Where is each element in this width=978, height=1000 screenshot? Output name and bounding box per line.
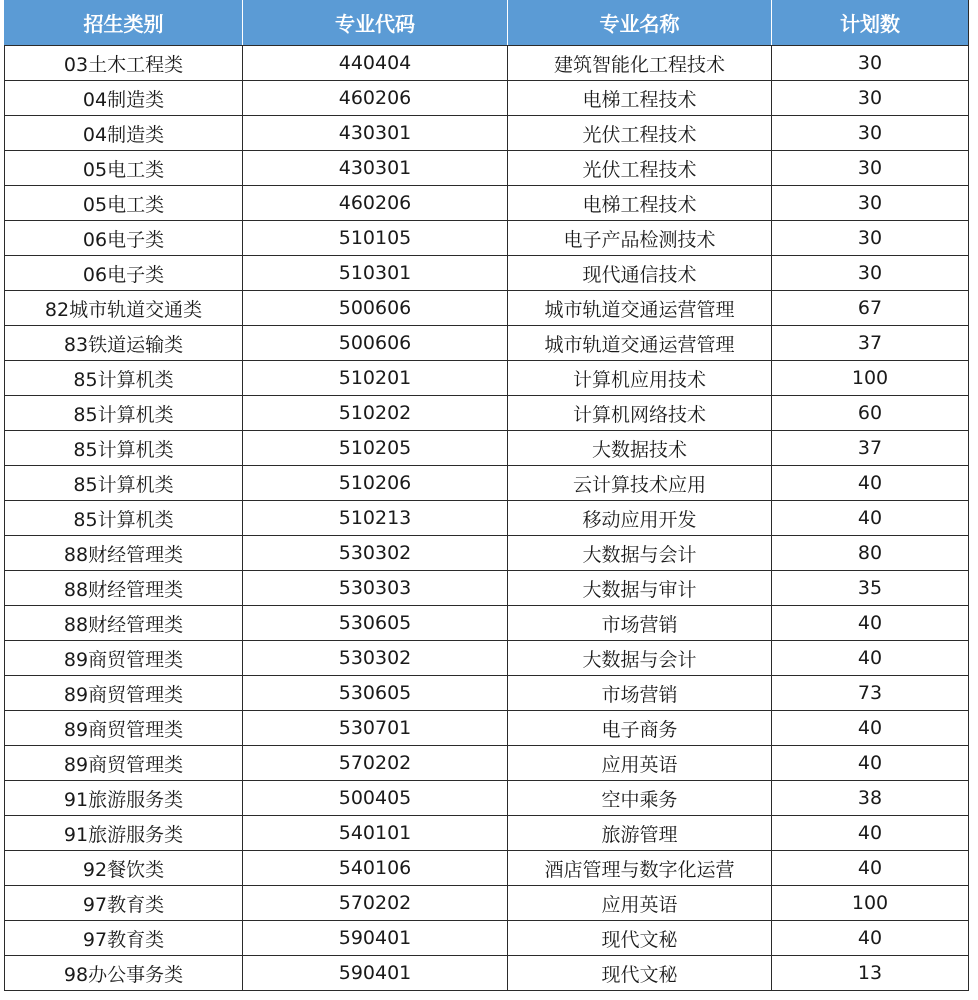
cell-category: 92餐饮类 xyxy=(5,851,243,886)
cell-plan: 35 xyxy=(772,571,969,606)
cell-category: 82城市轨道交通类 xyxy=(5,291,243,326)
header-row xyxy=(5,0,969,46)
cell-plan: 40 xyxy=(772,711,969,746)
cell-plan: 60 xyxy=(772,396,969,431)
cell-code: 430301 xyxy=(243,116,508,151)
cell-plan: 67 xyxy=(772,291,969,326)
cell-name: 光伏工程技术 xyxy=(508,116,772,151)
cell-code: 530302 xyxy=(243,641,508,676)
header-name: 专业名称 xyxy=(508,0,772,46)
table-header xyxy=(5,0,969,46)
cell-category: 83铁道运输类 xyxy=(5,326,243,361)
table-row xyxy=(5,116,969,151)
table-row xyxy=(5,431,969,466)
cell-name: 应用英语 xyxy=(508,886,772,921)
cell-code: 500606 xyxy=(243,291,508,326)
cell-name: 电梯工程技术 xyxy=(508,81,772,116)
cell-code: 590401 xyxy=(243,956,508,991)
cell-plan: 100 xyxy=(772,886,969,921)
cell-code: 570202 xyxy=(243,746,508,781)
cell-category: 06电子类 xyxy=(5,256,243,291)
cell-category: 88财经管理类 xyxy=(5,536,243,571)
cell-category: 97教育类 xyxy=(5,886,243,921)
table-row xyxy=(5,641,969,676)
cell-category: 04制造类 xyxy=(5,116,243,151)
table-row xyxy=(5,711,969,746)
table-row xyxy=(5,816,969,851)
cell-plan: 37 xyxy=(772,326,969,361)
table-row xyxy=(5,396,969,431)
cell-category: 88财经管理类 xyxy=(5,571,243,606)
cell-plan: 30 xyxy=(772,186,969,221)
table-row xyxy=(5,536,969,571)
table-row xyxy=(5,606,969,641)
cell-plan: 80 xyxy=(772,536,969,571)
cell-plan: 40 xyxy=(772,606,969,641)
cell-plan: 13 xyxy=(772,956,969,991)
cell-category: 89商贸管理类 xyxy=(5,746,243,781)
cell-code: 590401 xyxy=(243,921,508,956)
table-row xyxy=(5,851,969,886)
table-row xyxy=(5,571,969,606)
table-row xyxy=(5,781,969,816)
cell-name: 计算机网络技术 xyxy=(508,396,772,431)
cell-plan: 40 xyxy=(772,466,969,501)
cell-category: 89商贸管理类 xyxy=(5,676,243,711)
cell-plan: 37 xyxy=(772,431,969,466)
enrollment-plan-table xyxy=(4,0,969,991)
header-category: 招生类别 xyxy=(5,0,243,46)
cell-code: 510105 xyxy=(243,221,508,256)
cell-category: 04制造类 xyxy=(5,81,243,116)
cell-category: 91旅游服务类 xyxy=(5,816,243,851)
cell-plan: 30 xyxy=(772,256,969,291)
table-row xyxy=(5,921,969,956)
cell-code: 510201 xyxy=(243,361,508,396)
cell-name: 电梯工程技术 xyxy=(508,186,772,221)
cell-code: 510205 xyxy=(243,431,508,466)
cell-category: 89商贸管理类 xyxy=(5,711,243,746)
cell-plan: 40 xyxy=(772,851,969,886)
cell-code: 530605 xyxy=(243,606,508,641)
cell-plan: 40 xyxy=(772,501,969,536)
cell-name: 建筑智能化工程技术 xyxy=(508,46,772,81)
enrollment-plan-table-container xyxy=(4,0,968,991)
cell-name: 酒店管理与数字化运营 xyxy=(508,851,772,886)
cell-code: 510301 xyxy=(243,256,508,291)
cell-name: 市场营销 xyxy=(508,606,772,641)
cell-plan: 40 xyxy=(772,641,969,676)
cell-name: 现代文秘 xyxy=(508,921,772,956)
cell-plan: 40 xyxy=(772,921,969,956)
table-row xyxy=(5,186,969,221)
header-plan: 计划数 xyxy=(772,0,969,46)
cell-name: 大数据与审计 xyxy=(508,571,772,606)
cell-plan: 30 xyxy=(772,116,969,151)
table-row xyxy=(5,291,969,326)
cell-category: 05电工类 xyxy=(5,151,243,186)
cell-plan: 40 xyxy=(772,816,969,851)
cell-name: 电子产品检测技术 xyxy=(508,221,772,256)
cell-name: 大数据与会计 xyxy=(508,536,772,571)
cell-name: 城市轨道交通运营管理 xyxy=(508,291,772,326)
cell-code: 530302 xyxy=(243,536,508,571)
cell-code: 430301 xyxy=(243,151,508,186)
cell-name: 云计算技术应用 xyxy=(508,466,772,501)
cell-plan: 38 xyxy=(772,781,969,816)
cell-code: 510213 xyxy=(243,501,508,536)
cell-name: 大数据与会计 xyxy=(508,641,772,676)
cell-code: 530303 xyxy=(243,571,508,606)
cell-plan: 30 xyxy=(772,46,969,81)
cell-category: 85计算机类 xyxy=(5,361,243,396)
cell-name: 移动应用开发 xyxy=(508,501,772,536)
table-row xyxy=(5,501,969,536)
cell-plan: 30 xyxy=(772,221,969,256)
table-row xyxy=(5,81,969,116)
cell-code: 500606 xyxy=(243,326,508,361)
cell-plan: 73 xyxy=(772,676,969,711)
table-row xyxy=(5,46,969,81)
cell-code: 460206 xyxy=(243,186,508,221)
cell-code: 540106 xyxy=(243,851,508,886)
table-row xyxy=(5,221,969,256)
cell-code: 510202 xyxy=(243,396,508,431)
cell-name: 旅游管理 xyxy=(508,816,772,851)
cell-category: 97教育类 xyxy=(5,921,243,956)
cell-category: 85计算机类 xyxy=(5,466,243,501)
cell-name: 现代文秘 xyxy=(508,956,772,991)
cell-plan: 100 xyxy=(772,361,969,396)
cell-code: 460206 xyxy=(243,81,508,116)
cell-name: 城市轨道交通运营管理 xyxy=(508,326,772,361)
cell-name: 市场营销 xyxy=(508,676,772,711)
cell-code: 570202 xyxy=(243,886,508,921)
cell-code: 540101 xyxy=(243,816,508,851)
cell-category: 98办公事务类 xyxy=(5,956,243,991)
cell-category: 03土木工程类 xyxy=(5,46,243,81)
cell-code: 500405 xyxy=(243,781,508,816)
cell-code: 530605 xyxy=(243,676,508,711)
table-body xyxy=(5,46,969,991)
table-row xyxy=(5,676,969,711)
table-row xyxy=(5,746,969,781)
cell-code: 530701 xyxy=(243,711,508,746)
table-row xyxy=(5,256,969,291)
cell-name: 空中乘务 xyxy=(508,781,772,816)
table-row xyxy=(5,361,969,396)
cell-category: 06电子类 xyxy=(5,221,243,256)
cell-name: 大数据技术 xyxy=(508,431,772,466)
cell-category: 91旅游服务类 xyxy=(5,781,243,816)
cell-name: 现代通信技术 xyxy=(508,256,772,291)
cell-name: 电子商务 xyxy=(508,711,772,746)
cell-code: 510206 xyxy=(243,466,508,501)
cell-name: 计算机应用技术 xyxy=(508,361,772,396)
cell-category: 05电工类 xyxy=(5,186,243,221)
cell-name: 应用英语 xyxy=(508,746,772,781)
table-row xyxy=(5,151,969,186)
cell-plan: 30 xyxy=(772,81,969,116)
cell-category: 85计算机类 xyxy=(5,501,243,536)
table-row xyxy=(5,886,969,921)
table-row xyxy=(5,326,969,361)
cell-category: 85计算机类 xyxy=(5,431,243,466)
cell-code: 440404 xyxy=(243,46,508,81)
cell-category: 89商贸管理类 xyxy=(5,641,243,676)
table-row xyxy=(5,466,969,501)
table-row xyxy=(5,956,969,991)
cell-name: 光伏工程技术 xyxy=(508,151,772,186)
cell-category: 88财经管理类 xyxy=(5,606,243,641)
cell-plan: 30 xyxy=(772,151,969,186)
cell-category: 85计算机类 xyxy=(5,396,243,431)
header-code: 专业代码 xyxy=(243,0,508,46)
cell-plan: 40 xyxy=(772,746,969,781)
